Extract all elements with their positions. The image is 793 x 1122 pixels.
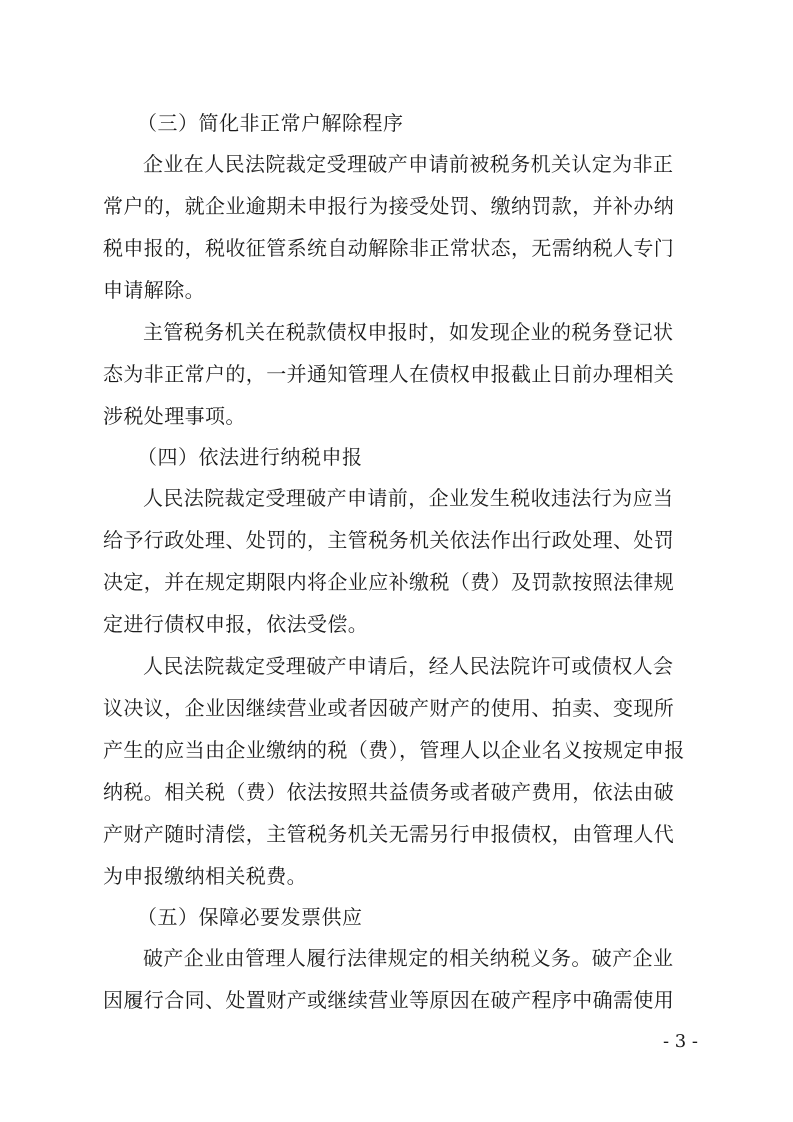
paragraph-line: 税申报的，税收征管系统自动解除非正常状态，无需纳税人专门 (103, 236, 675, 260)
paragraph (103, 937, 703, 1021)
paragraph-line: 因履行合同、处置财产或继续营业等原因在破产程序中确需使用 (103, 988, 675, 1012)
paragraph-line: 常户的，就企业逾期未申报行为接受处罚、缴纳罚款，并补办纳 (103, 194, 675, 218)
paragraph (103, 477, 703, 645)
paragraph-line: 人民法院裁定受理破产申请后，经人民法院许可或债权人会 (143, 654, 674, 678)
paragraph-line: 议决议，企业因继续营业或者因破产财产的使用、拍卖、变现所 (103, 696, 675, 720)
paragraph-line: 定进行债权申报，依法受偿。 (103, 612, 369, 636)
paragraph-line: 涉税处理事项。 (103, 404, 246, 428)
paragraph (103, 645, 703, 897)
section-heading-3: （三）简化非正常户解除程序 (137, 111, 404, 135)
paragraph (103, 311, 703, 437)
paragraph-line: 产财产随时清偿，主管税务机关无需另行申报债权，由管理人代 (103, 822, 675, 846)
paragraph-line: 企业在人民法院裁定受理破产申请前被税务机关认定为非正 (143, 152, 674, 176)
paragraph-line: 主管税务机关在税款债权申报时，如发现企业的税务登记状 (143, 320, 674, 344)
paragraph-line: 人民法院裁定受理破产申请前，企业发生税收违法行为应当 (143, 486, 674, 510)
paragraph-line: 为申报缴纳相关税费。 (103, 864, 307, 888)
page-number: - 3 - (662, 1031, 698, 1052)
paragraph-line: 申请解除。 (103, 278, 205, 302)
paragraph-line: 纳税。相关税（费）依法按照共益债务或者破产费用，依法由破 (103, 780, 675, 804)
document-body (103, 103, 703, 1021)
paragraph (103, 143, 703, 311)
paragraph-line: 决定，并在规定期限内将企业应补缴税（费）及罚款按照法律规 (103, 570, 675, 594)
paragraph-line: 产生的应当由企业缴纳的税（费），管理人以企业名义按规定申报 (103, 738, 685, 762)
paragraph-line: 给予行政处理、处罚的，主管税务机关依法作出行政处理、处罚 (103, 528, 675, 552)
paragraph-line: 破产企业由管理人履行法律规定的相关纳税义务。破产企业 (143, 946, 674, 970)
section-heading-5: （五）保障必要发票供应 (137, 905, 363, 929)
paragraph-line: 态为非正常户的，一并通知管理人在债权申报截止日前办理相关 (103, 362, 675, 386)
section-heading-4: （四）依法进行纳税申报 (137, 445, 363, 469)
